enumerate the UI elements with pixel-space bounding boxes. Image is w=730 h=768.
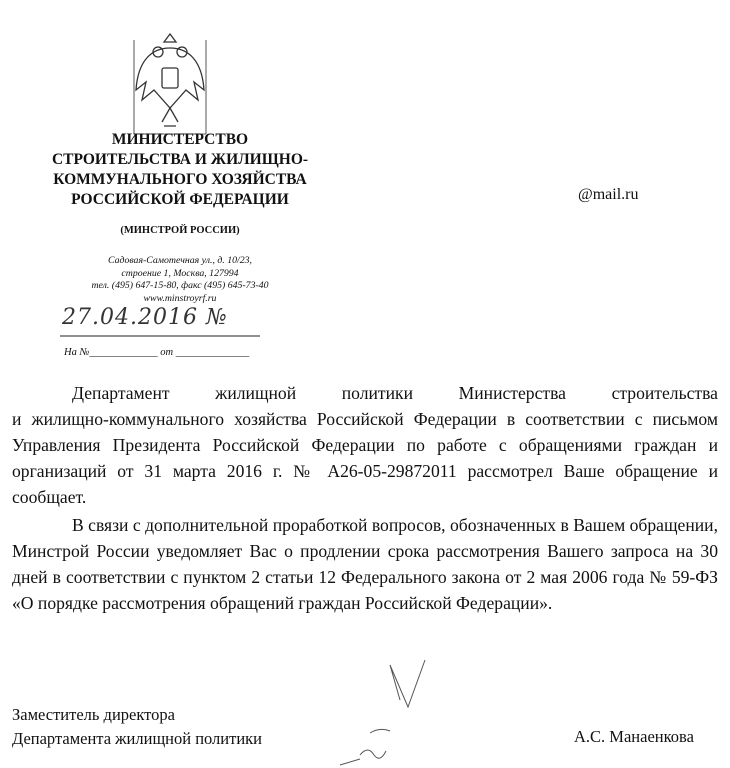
ministry-line: РОССИЙСКОЙ ФЕДЕРАЦИИ xyxy=(71,191,289,208)
ministry-line: МИНИСТЕРСТВО xyxy=(111,131,249,148)
recipient-email: @mail.ru xyxy=(578,186,639,203)
paragraph-1 xyxy=(12,380,718,510)
ministry-line: КОММУНАЛЬНОГО ХОЗЯЙСТВА xyxy=(53,171,307,188)
signatory-name: А.С. Манаенкова xyxy=(574,727,694,746)
reference-line: На №_____________ от ______________ xyxy=(64,347,250,358)
address-line: Садовая-Самотечная ул., д. 10/23, xyxy=(108,255,252,266)
address-line: строение 1, Москва, 127994 xyxy=(121,267,239,279)
signatory-title-line: Заместитель директора xyxy=(12,705,175,724)
address-line: www.minstroyrf.ru xyxy=(143,292,217,304)
paragraph-1-first-line: Департамент жилищной политики Министерства строительства xyxy=(72,383,718,403)
handwritten-signature xyxy=(330,655,450,768)
ministry-line: СТРОИТЕЛЬСТВА И ЖИЛИЩНО- xyxy=(51,151,309,168)
address-line: тел. (495) 647-15-80, факс (495) 645-73-40 xyxy=(91,280,269,291)
coat-of-arms-emblem xyxy=(132,30,208,136)
paragraph-2-text: В связи с дополнительной проработкой вопросов, обозначенных в Вашем обращении, Минстрой России уведомляет Вас о продлении срока рассмотрения Вашего запроса на 30 дней в соответствии с пунктом 2 статьи 12 Федерального закона от 2 мая 2006 года № 59-ФЗ «О порядке рассмотрения обращений граждан Российской Федерации». xyxy=(12,515,718,613)
signatory-title xyxy=(12,703,262,751)
signatory-title-line: Департамента жилищной политики xyxy=(12,729,263,748)
paragraph-1-text: и жилищно-коммунального хозяйства Российской Федерации в соответствии с письмом Управления Президента Российской Федерации по работе с обращениями граждан и организаций от 31 марта 2016 г. № А26-05-29872011 рассмотрел Ваше обращение и сообщает. xyxy=(12,409,718,507)
handwritten-date: 27.04.2016 № xyxy=(62,305,228,330)
ministry-address xyxy=(40,255,320,305)
ministry-short-name: (МИНСТРОЙ РОССИИ) xyxy=(120,225,240,236)
ministry-name xyxy=(20,130,340,210)
date-underline xyxy=(60,334,260,338)
paragraph-2 xyxy=(12,512,718,616)
